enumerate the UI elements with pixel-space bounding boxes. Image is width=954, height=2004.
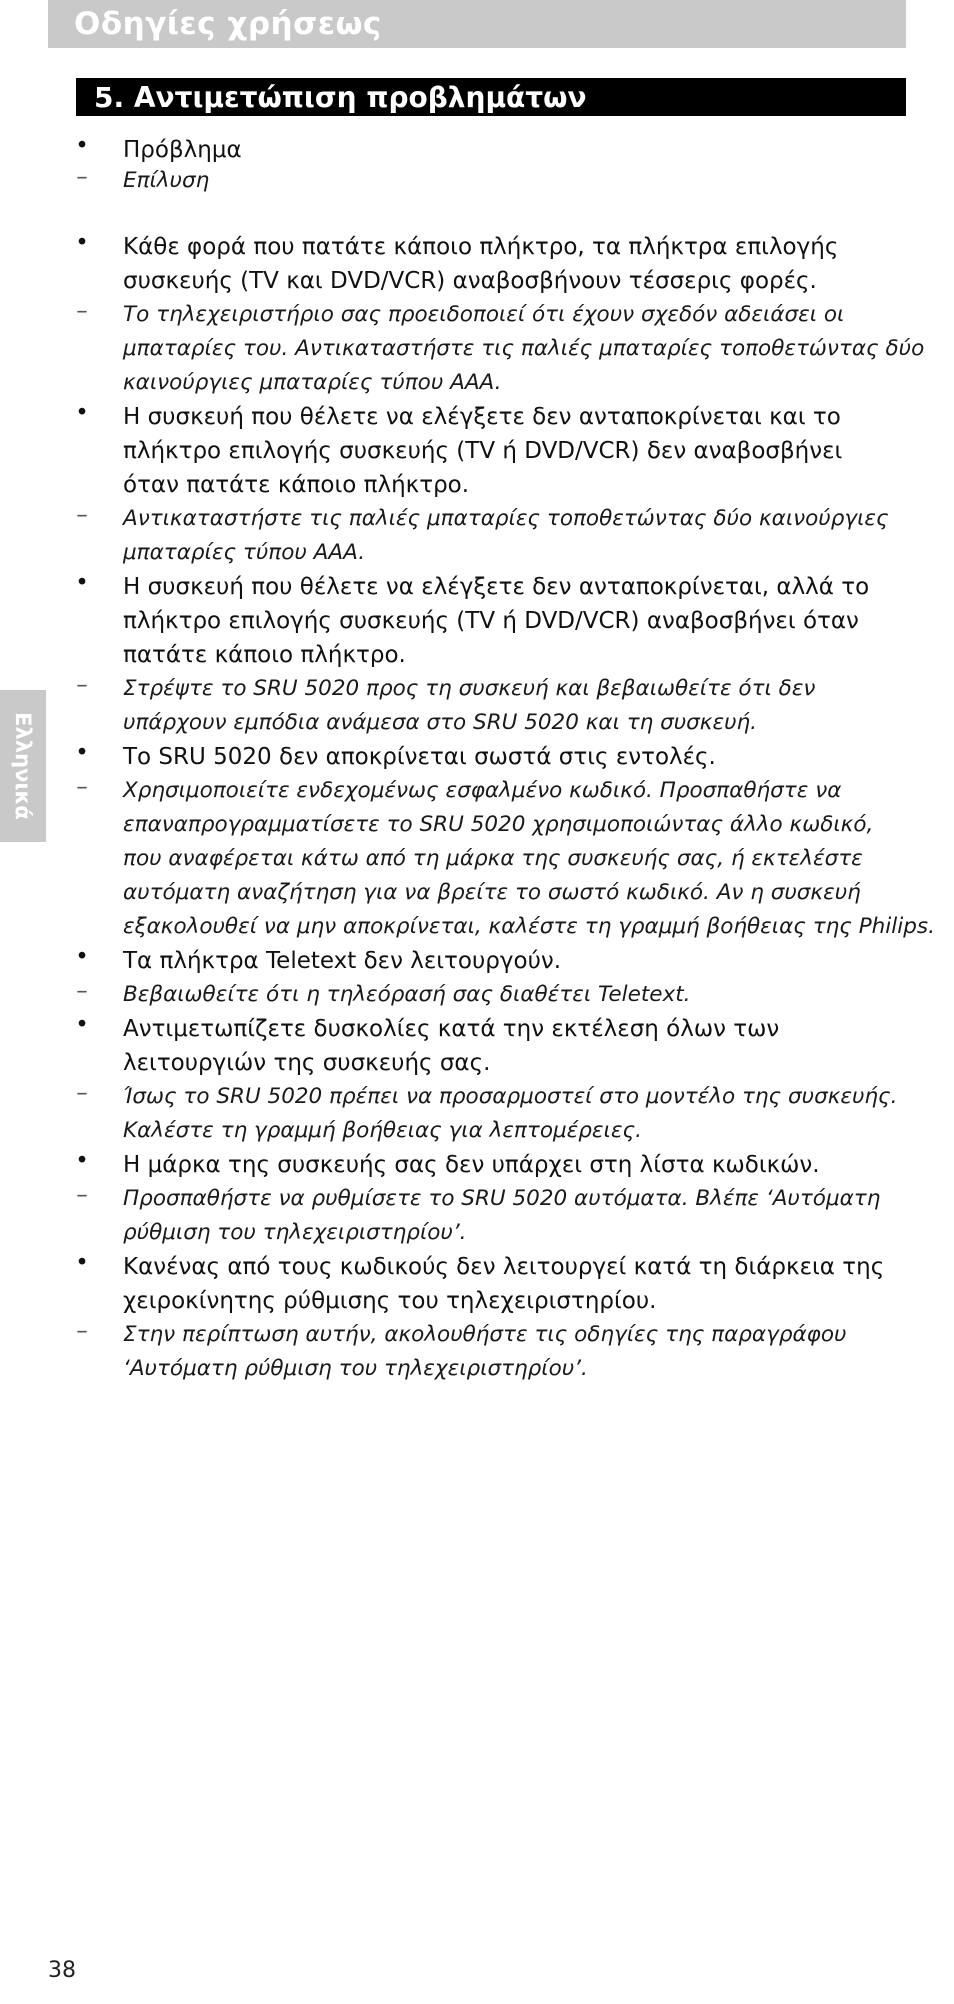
dash-marker: – xyxy=(76,164,88,190)
problem-text: συσκευής (TV και DVD/VCR) αναβοσβήνουν τέσσερις φορές. xyxy=(123,268,817,294)
problem-text: Η συσκευή που θέλετε να ελέγξετε δεν ανταποκρίνεται, αλλά το xyxy=(123,574,870,600)
solution-text: Ίσως το SRU 5020 πρέπει να προσαρμοστεί στο μοντέλο της συσκευής. xyxy=(123,1084,898,1109)
list-line xyxy=(0,1216,954,1250)
list-line xyxy=(0,638,954,672)
bullet-marker: • xyxy=(75,400,89,426)
dash-marker: – xyxy=(76,1182,88,1208)
solution-text: καινούργιες μπαταρίες τύπου AAA. xyxy=(123,370,502,395)
solution-text: ρύθμιση του τηλεχειριστηρίου’. xyxy=(123,1220,467,1245)
list-line xyxy=(0,133,954,167)
list-line xyxy=(0,264,954,298)
problem-text: Τα πλήκτρα Teletext δεν λειτουργούν. xyxy=(123,948,562,974)
list-line xyxy=(0,230,954,264)
problem-text: όταν πατάτε κάποιο πλήκτρο. xyxy=(123,472,470,498)
list-line xyxy=(0,842,954,876)
solution-text: ‘Αυτόματη ρύθμιση του τηλεχειριστηρίου’. xyxy=(123,1356,588,1381)
list-line xyxy=(0,944,954,978)
problem-text: Κανένας από τους κωδικούς δεν λειτουργεί κατά τη διάρκεια της xyxy=(123,1254,885,1280)
solution-text: Στην περίπτωση αυτήν, ακολουθήστε τις οδηγίες της παραγράφου xyxy=(123,1322,847,1347)
list-line xyxy=(0,1046,954,1080)
list-line xyxy=(0,1012,954,1046)
list-line xyxy=(0,808,954,842)
list-line xyxy=(0,536,954,570)
section-title: 5. Αντιμετώπιση προβλημάτων xyxy=(94,81,587,114)
list-line xyxy=(0,570,954,604)
solution-text: Βεβαιωθείτε ότι η τηλεόρασή σας διαθέτει Teletext. xyxy=(123,982,691,1007)
list-line xyxy=(0,1250,954,1284)
solution-text: Στρέψτε το SRU 5020 προς τη συσκευή και βεβαιωθείτε ότι δεν xyxy=(123,676,816,701)
list-line xyxy=(0,774,954,808)
list-line xyxy=(0,706,954,740)
dash-marker: – xyxy=(76,978,88,1004)
dash-marker: – xyxy=(76,1080,88,1106)
solution-text: Χρησιμοποιείτε ενδεχομένως εσφαλμένο κωδικό. Προσπαθήστε να xyxy=(123,778,842,803)
solution-text: Επίλυση xyxy=(123,168,210,193)
problem-text: Το SRU 5020 δεν αποκρίνεται σωστά στις εντολές. xyxy=(123,744,716,770)
solution-text: μπαταρίες τύπου AAA. xyxy=(123,540,366,565)
list-line xyxy=(0,876,954,910)
header-bar xyxy=(48,0,906,48)
problem-text: Πρόβλημα xyxy=(123,137,242,163)
solution-text: Καλέστε τη γραμμή βοήθειας για λεπτομέρειες. xyxy=(123,1118,642,1143)
dash-marker: – xyxy=(76,298,88,324)
problem-text: Αντιμετωπίζετε δυσκολίες κατά την εκτέλεση όλων των xyxy=(123,1016,780,1042)
dash-marker: – xyxy=(76,774,88,800)
solution-text: που αναφέρεται κάτω από τη μάρκα της συσκευής σας, ή εκτελέστε xyxy=(123,846,863,871)
solution-text: υπάρχουν εμπόδια ανάμεσα στο SRU 5020 και τη συσκευή. xyxy=(123,710,757,735)
dash-marker: – xyxy=(76,672,88,698)
problem-text: Η συσκευή που θέλετε να ελέγξετε δεν ανταποκρίνεται και το xyxy=(123,404,841,430)
bullet-marker: • xyxy=(75,570,89,596)
bullet-marker: • xyxy=(75,1148,89,1174)
dash-marker: – xyxy=(76,502,88,528)
bullet-marker: • xyxy=(75,944,89,970)
list-line xyxy=(0,502,954,536)
list-line xyxy=(0,1352,954,1386)
solution-text: μπαταρίες του. Αντικαταστήστε τις παλιές μπαταρίες τοποθετώντας δύο xyxy=(123,336,925,361)
language-side-tab-label: Ελληνικά xyxy=(11,712,35,820)
list-line xyxy=(0,910,954,944)
bullet-marker: • xyxy=(75,133,89,159)
list-line xyxy=(0,1318,954,1352)
problem-text: πατάτε κάποιο πλήκτρο. xyxy=(123,642,406,668)
solution-text: Αντικαταστήστε τις παλιές μπαταρίες τοποθετώντας δύο καινούργιες xyxy=(123,506,889,531)
list-line xyxy=(0,1182,954,1216)
solution-text: εξακολουθεί να μην αποκρίνεται, καλέστε τη γραμμή βοήθειας της Philips. xyxy=(123,914,935,939)
header-title: Οδηγίες χρήσεως xyxy=(74,6,382,42)
list-line xyxy=(0,298,954,332)
list-line xyxy=(0,604,954,638)
section-heading-bar xyxy=(76,78,906,116)
list-line xyxy=(0,400,954,434)
solution-text: Προσπαθήστε να ρυθμίσετε το SRU 5020 αυτόματα. Βλέπε ‘Αυτόματη xyxy=(123,1186,881,1211)
solution-text: αυτόματη αναζήτηση για να βρείτε το σωστό κωδικό. Αν η συσκευή xyxy=(123,880,861,905)
list-line xyxy=(0,1284,954,1318)
list-line xyxy=(0,366,954,400)
list-line xyxy=(0,434,954,468)
dash-marker: – xyxy=(76,1318,88,1344)
bullet-marker: • xyxy=(75,1250,89,1276)
list-line xyxy=(0,468,954,502)
solution-text: επαναπρογραμματίσετε το SRU 5020 χρησιμοποιώντας άλλο κωδικό, xyxy=(123,812,874,837)
bullet-marker: • xyxy=(75,740,89,766)
list-line xyxy=(0,978,954,1012)
problem-text: χειροκίνητης ρύθμισης του τηλεχειριστηρίου. xyxy=(123,1288,657,1314)
list-line xyxy=(0,1148,954,1182)
list-line xyxy=(0,672,954,706)
list-line xyxy=(0,332,954,366)
page-number: 38 xyxy=(48,1958,76,1983)
list-line xyxy=(0,1080,954,1114)
list-line xyxy=(0,164,954,198)
bullet-marker: • xyxy=(75,1012,89,1038)
bullet-marker: • xyxy=(75,230,89,256)
solution-text: Το τηλεχειριστήριο σας προειδοποιεί ότι έχουν σχεδόν αδειάσει οι xyxy=(123,302,845,327)
problem-text: πλήκτρο επιλογής συσκευής (TV ή DVD/VCR) δεν αναβοσβήνει xyxy=(123,438,843,464)
list-line xyxy=(0,1114,954,1148)
problem-text: λειτουργιών της συσκευής σας. xyxy=(123,1050,491,1076)
problem-text: Η μάρκα της συσκευής σας δεν υπάρχει στη λίστα κωδικών. xyxy=(123,1152,820,1178)
list-line xyxy=(0,740,954,774)
problem-text: πλήκτρο επιλογής συσκευής (TV ή DVD/VCR) αναβοσβήνει όταν xyxy=(123,608,859,634)
problem-text: Κάθε φορά που πατάτε κάποιο πλήκτρο, τα πλήκτρα επιλογής xyxy=(123,234,839,260)
